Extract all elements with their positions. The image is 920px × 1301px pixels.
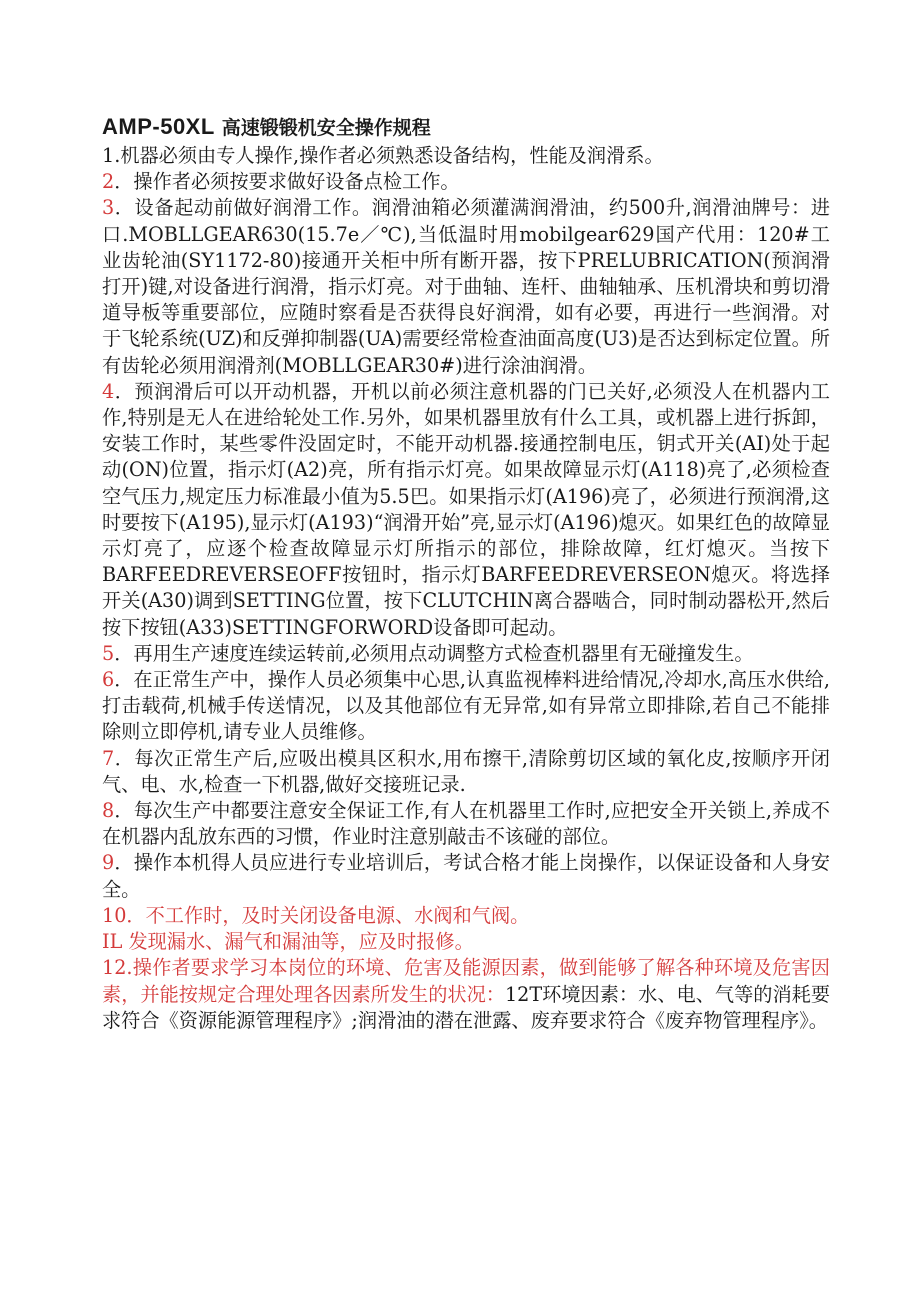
title-text: 高速锻锻机安全操作规程 xyxy=(221,117,431,139)
item-text: ．预润滑后可以开动机器，开机以前必须注意机器的门已关好,必须没人在机器内工作,特别是无人在进给轮处工作.另外，如果机器里放有什么工具，或机器上进行拆卸，安装工作时，某些零件没固定时，不能开动机器.接通控制电压，钥式开关(AI)处于起动(ON)位置，指示灯(A2)亮，所有指示灯亮。如果故障显示灯(A118)亮了,必须检查空气压力,规定压力标准最小值为5.5巴。如果指示灯(A196)亮了，必须进行预润滑,这时要按下(A195),显示灯(A193)“润滑开始”亮,显示灯(A196)熄灭。如果红色的故障显示灯亮了，应逐个检查故障显示灯所指示的部位，排除故障，红灯熄灭。当按下BARFEEDREVERSEOFF按钮时，指示灯BARFEEDREVERSEON熄灭。将选择开关(A30)调到SETTING位置，按下CLUTCHIN离合器啮合，同时制动器松开,然后按下按钮(A33)SETTINGFORWORD设备即可起动。 xyxy=(102,379,830,639)
item-5 xyxy=(102,641,830,667)
item-2 xyxy=(102,169,830,195)
item-number: 1. xyxy=(102,144,121,167)
item-number: 2 xyxy=(102,170,115,194)
model-number: AMP-50XL xyxy=(102,114,215,139)
item-text: ．操作本机得人员应进行专业培训后，考试合格才能上岗操作，以保证设备和人身安全。 xyxy=(102,851,830,901)
item-number: IL xyxy=(102,930,123,954)
item-text: ．在正常生产中，操作人员必须集中心思,认真监视棒料进给情况,冷却水,高压水供给,打击载荷,机械手传送情况，以及其他部位有无异常,如有异常立即排除,若自己不能排除则立即停机,请专业人员维修。 xyxy=(102,668,830,744)
document-page xyxy=(102,112,830,1034)
item-1 xyxy=(102,143,830,169)
item-7 xyxy=(102,746,830,798)
item-6 xyxy=(102,667,830,746)
item-text: ．不工作时，及时关闭设备电源、水阀和气阀。 xyxy=(126,903,530,927)
item-text: ．再用生产速度连续运转前,必须用点动调整方式检查机器里有无碰撞发生。 xyxy=(114,641,754,665)
item-text: ．设备起动前做好润滑工作。润滑油箱必须灌满润滑油，约500升,润滑油牌号：进口.MOBLLGEAR630(15.7e／℃),当低温时用mobilgear629国产代用：120#工业齿轮油(SY1172-80)接通开关柜中所有断开器，按下PRELUBRICATION(预润滑打开)键,对设备进行润滑，指示灯亮。对于曲轴、连杆、曲轴轴承、压机滑块和剪切滑道导板等重要部位，应随时察看是否获得良好润滑，如有必要，再进行一些润滑。对于飞轮系统(UZ)和反弹抑制器(UA)需要经常检查油面高度(U3)是否达到标定位置。所有齿轮必须用润滑剂(MOBLLGEAR30#)进行涂油润滑。 xyxy=(102,196,830,377)
item-number: 8 xyxy=(102,799,115,823)
item-number: 10 xyxy=(102,903,127,927)
item-number: 4 xyxy=(102,379,115,403)
document-title xyxy=(102,112,830,143)
item-text: 发现漏水、漏气和漏油等，应及时报修。 xyxy=(128,930,474,954)
item-number: 6 xyxy=(102,668,115,692)
item-number: 7 xyxy=(102,746,115,770)
item-10 xyxy=(102,903,830,929)
item-number: 9 xyxy=(102,851,115,875)
item-number: 3 xyxy=(102,196,115,220)
item-number: 5 xyxy=(102,641,115,665)
item-text: ．每次生产中都要注意安全保证工作,有人在机器里工作时,应把安全开关锁上,养成不在机器内乱放东西的习惯，作业时注意别敲击不该碰的部位。 xyxy=(102,799,830,849)
item-4 xyxy=(102,379,830,641)
item-9 xyxy=(102,850,830,902)
item-text: 机器必须由专人操作,操作者必须熟悉设备结构，性能及润滑系。 xyxy=(120,144,664,167)
item-text: ．操作者必须按要求做好设备点检工作。 xyxy=(114,170,460,194)
item-11 xyxy=(102,929,830,955)
item-8 xyxy=(102,798,830,850)
item-tail-text: 12T环境因素：水、电、气等的消耗要求符合《资源能源管理程序》;润滑油的潜在泄露、废弃要求符合《废弃物管理程序》。 xyxy=(102,982,831,1032)
item-number: 12. xyxy=(102,956,133,980)
item-text: ．每次正常生产后,应吸出模具区积水,用布擦干,清除剪切区域的氧化皮,按顺序开闭气、电、水,检查一下机器,做好交接班记录. xyxy=(102,746,830,796)
item-12 xyxy=(102,955,830,1034)
item-text: 操作者要求学习本岗位的环境、危害及能源因素，做到能够了解各种环境及危害因素，并能按规定合理处理各因素所发生的状况： xyxy=(102,956,830,1006)
item-3 xyxy=(102,195,830,378)
